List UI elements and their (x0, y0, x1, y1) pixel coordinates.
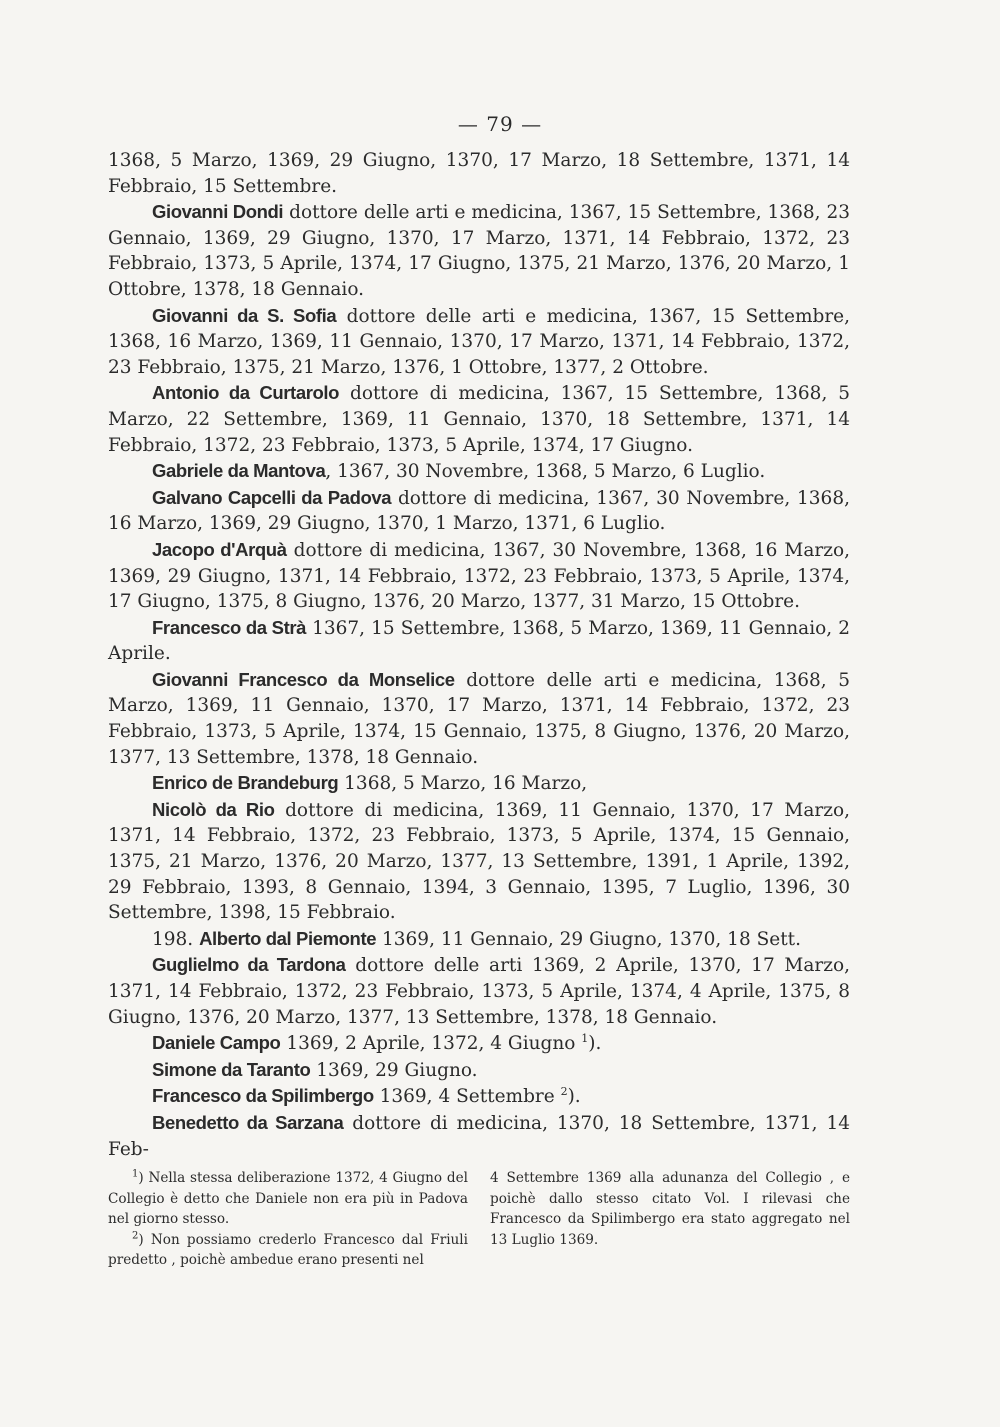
paragraph (108, 797, 850, 926)
footnotes (108, 1168, 850, 1271)
person-name: Enrico de Brandeburg (152, 772, 339, 794)
paragraph (108, 1083, 850, 1110)
main-text (108, 148, 850, 1162)
person-name: Galvano Capcelli da Padova (152, 486, 392, 508)
paragraph (108, 926, 850, 953)
person-name: Antonio da Curtarolo (152, 382, 340, 404)
entry-text: dottore delle arti 1369, 2 Aprile, 1370, 17 Marzo, 1371, 14 Febbraio, 1372, 23 Febbraio, 1373, 5 Aprile, 1374, 4 Aprile, 1375, 8 Giugno, 1376, 20 Marzo, 1377, 13 Settembre, 1378, 18 Gennaio. (108, 955, 850, 1028)
footnote-text: ) Nella stessa deliberazione 1372, 4 Giugno del Collegio è detto che Daniele non era più in Padova nel giorno stesso. (108, 1170, 468, 1227)
paragraph (108, 458, 850, 485)
entry-tail: ). (588, 1033, 602, 1055)
footnote-marker: 1 (132, 1168, 139, 1180)
paragraph (108, 199, 850, 302)
entry-text: dottore di medicina, 1370, 18 Settembre, 1371, 14 Feb- (108, 1112, 851, 1160)
person-name: Jacopo d'Arquà (152, 538, 287, 560)
footnote-marker: 2 (132, 1229, 139, 1241)
entry-text: 1369, 11 Gennaio, 29 Giugno, 1370, 18 Sett. (376, 928, 801, 950)
person-name: Giovanni Francesco da Monselice (152, 668, 455, 690)
entry-text: , 1367, 30 Novembre, 1368, 5 Marzo, 6 Luglio. (325, 461, 766, 483)
person-name: Daniele Campo (152, 1032, 281, 1054)
footnote-2 (108, 1230, 468, 1271)
paragraph (108, 952, 850, 1030)
paragraph (108, 615, 850, 667)
footnote-1 (108, 1168, 468, 1230)
entry-text: dottore delle arti e medicina, 1368, 5 Marzo, 1369, 11 Gennaio, 1370, 17 Marzo, 1371, 14 Febbraio, 1372, 23 Febbraio, 1373, 5 Aprile, 1374, 15 Gennaio, 1375, 8 Giugno, 1376, 20 Marzo, 1377, 13 Settembre, 1378, 18 Gennaio. (108, 669, 850, 768)
paragraph (108, 1110, 850, 1162)
paragraph (108, 380, 850, 458)
entry-text: 1368, 5 Marzo, 16 Marzo, (338, 773, 588, 795)
person-name: Alberto dal Piemonte (199, 927, 377, 949)
person-name: Guglielmo da Tardona (152, 954, 346, 976)
paragraph (108, 667, 850, 770)
entry-text: 1369, 2 Aprile, 1372, 4 Giugno (280, 1033, 582, 1055)
entry-text: dottore di medicina, 1367, 30 Novembre, 1368, 16 Marzo, 1369, 29 Giugno, 1370, 1 Marzo, 1371, 6 Luglio. (108, 487, 850, 535)
footnote-reference: 1 (581, 1032, 589, 1046)
person-name: Gabriele da Mantova (152, 460, 326, 482)
entry-text: dottore di medicina, 1369, 11 Gennaio, 1370, 17 Marzo, 1371, 14 Febbraio, 1372, 23 Febbraio, 1373, 5 Aprile, 1374, 15 Gennaio, 1375, 21 Marzo, 1376, 20 Marzo, 1377, 13 Settembre, 1391, 1 Aprile, 1392, 29 Febbraio, 1393, 8 Gennaio, 1394, 3 Gennaio, 1395, 7 Luglio, 1396, 30 Settembre, 1398, 15 Febbraio. (108, 799, 850, 924)
entry-text: 1368, 5 Marzo, 1369, 29 Giugno, 1370, 17 Marzo, 18 Settembre, 1371, 14 Febbraio, 15 Settembre. (108, 150, 850, 197)
footnotes-right-column (490, 1168, 850, 1271)
entry-text: dottore delle arti e medicina, 1367, 15 Settembre, 1368, 23 Gennaio, 1369, 29 Giugno, 1370, 17 Marzo, 1371, 14 Febbraio, 1372, 23 Febbraio, 1373, 5 Aprile, 1374, 17 Giugno, 1375, 21 Marzo, 1376, 20 Marzo, 1 Ottobre, 1378, 18 Gennaio. (108, 202, 850, 300)
footnote-reference: 2 (560, 1085, 568, 1099)
person-name: Simone da Taranto (152, 1058, 311, 1080)
paragraph (108, 485, 850, 537)
paragraph (108, 303, 850, 381)
entry-text: dottore delle arti e medicina, 1367, 15 Settembre, 1368, 16 Marzo, 1369, 11 Gennaio, 1370, 17 Marzo, 1371, 14 Febbraio, 1372, 23 Febbraio, 1375, 21 Marzo, 1376, 1 Ottobre, 1377, 2 Ottobre. (108, 305, 851, 378)
person-name: Giovanni da S. Sofia (152, 304, 337, 326)
footnotes-left-column (108, 1168, 468, 1271)
entry-tail: ). (567, 1086, 581, 1108)
paragraph (108, 1057, 850, 1084)
paragraph (108, 537, 850, 615)
paragraph (108, 770, 850, 797)
person-name: Francesco da Strà (152, 616, 307, 638)
person-name: Francesco da Spilimbergo (152, 1085, 374, 1107)
paragraph (108, 148, 850, 199)
page-number: — 79 — (457, 112, 543, 136)
entry-text: 1369, 29 Giugno. (310, 1059, 478, 1081)
person-name: Benedetto da Sarzana (152, 1111, 344, 1133)
footnote-2-continued: 4 Settembre 1369 alla adunanza del Collegio , e poichè dallo stesso citato Vol. I rilevasi che Francesco da Spilimbergo era stato aggregato nel 13 Luglio 1369. (490, 1170, 850, 1248)
person-name: Giovanni Dondi (152, 201, 284, 223)
entry-number: 198. (152, 928, 200, 950)
paragraph (108, 1030, 850, 1057)
person-name: Nicolò da Rio (152, 798, 275, 820)
entry-text: dottore di medicina, 1367, 30 Novembre, 1368, 16 Marzo, 1369, 29 Giugno, 1371, 14 Febbraio, 1372, 23 Febbraio, 1373, 5 Aprile, 1374, 17 Giugno, 1375, 8 Giugno, 1376, 20 Marzo, 1377, 31 Marzo, 15 Ottobre. (108, 539, 850, 613)
entry-text: 1367, 15 Settembre, 1368, 5 Marzo, 1369, 11 Gennaio, 2 Aprile. (108, 617, 850, 665)
entry-text: dottore di medicina, 1367, 15 Settembre, 1368, 5 Marzo, 22 Settembre, 1369, 11 Gennaio, 1370, 18 Settembre, 1371, 14 Febbraio, 1372, 23 Febbraio, 1373, 5 Aprile, 1374, 17 Giugno. (108, 383, 851, 456)
footnote-text: ) Non possiamo crederlo Francesco dal Friuli predetto , poichè ambedue erano presenti nel (108, 1231, 468, 1268)
entry-text: 1369, 4 Settembre (373, 1086, 561, 1108)
